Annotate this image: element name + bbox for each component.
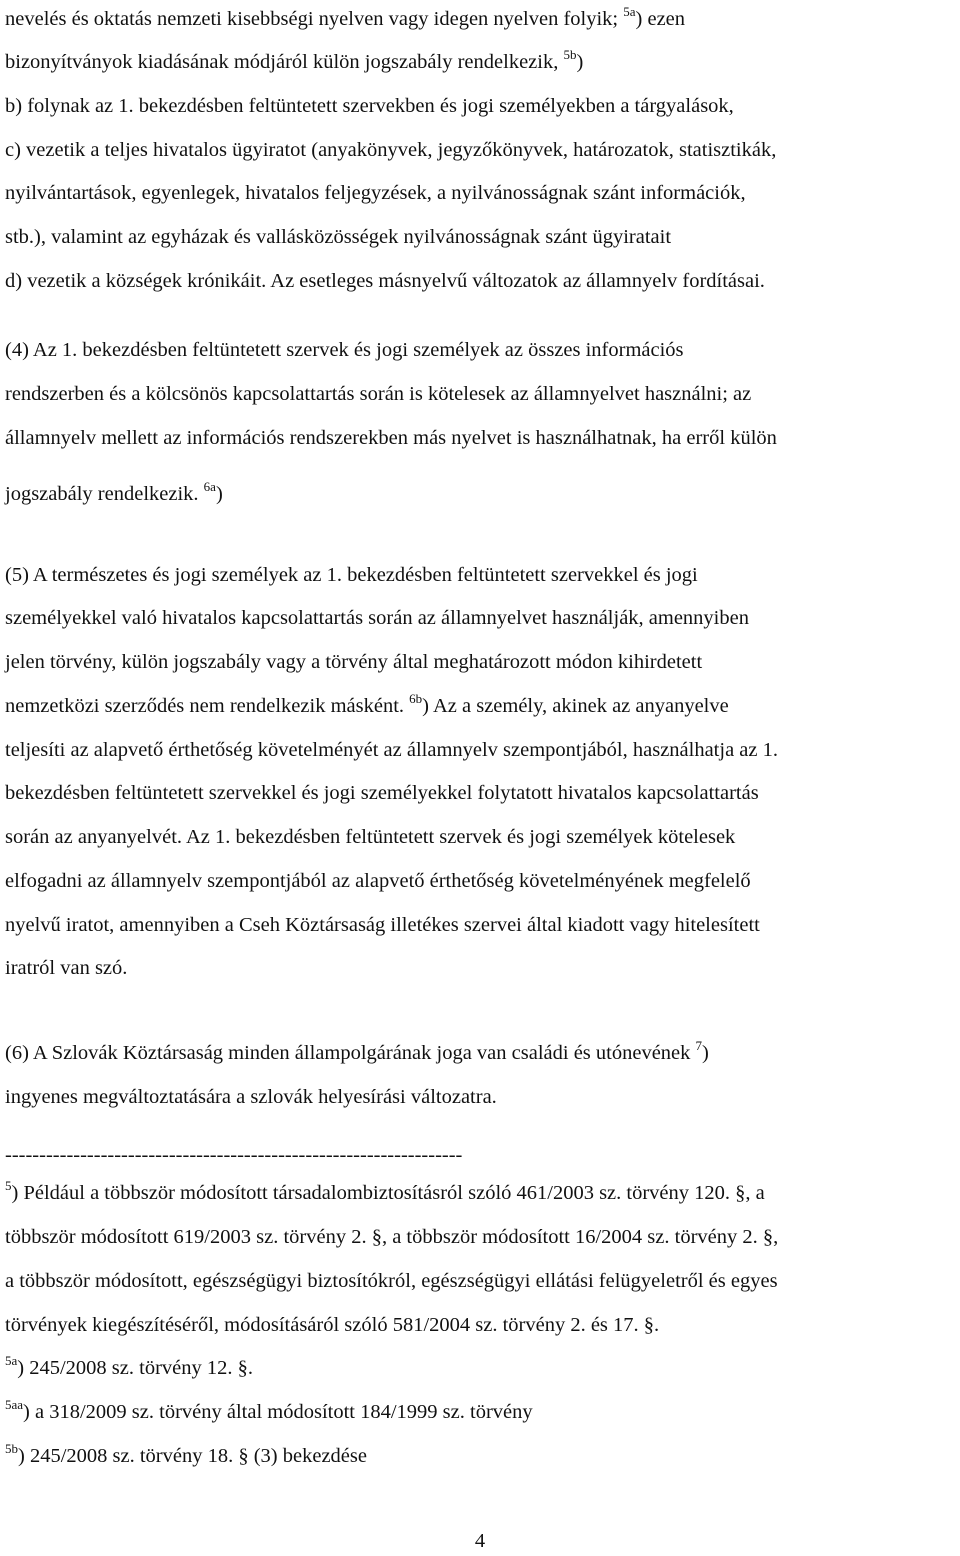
text-segment: elfogadni az államnyelv szempontjából az alapvető érthetőség követelményének megfelelő (5, 870, 751, 892)
text-line (5, 481, 223, 509)
text-segment: jogszabály rendelkezik. (5, 483, 204, 505)
text-segment: (6) A Szlovák Köztársaság minden állampolgárának joga van családi és utónevének (5, 1042, 696, 1064)
text-segment: . (654, 1314, 660, 1336)
text-segment: többször módosított 619/2003 sz. törvény 2. (5, 1226, 372, 1248)
footnote-marker: 6b (409, 691, 423, 706)
text-line (5, 780, 759, 806)
footnote-marker: 5b (563, 47, 577, 62)
text-segment: a többször módosított, egészségügyi biztosítókról, egészségügyi ellátási felügyeletről és egyes (5, 1270, 778, 1292)
text-segment: nyelvű iratot, amennyiben a Cseh Köztársaság illetékes szervei által kiadott vagy hitelesített (5, 914, 760, 936)
footnote-marker: 5b (5, 1441, 18, 1456)
text-line (5, 1312, 659, 1338)
footnote-marker: 5 (5, 1178, 12, 1193)
text-segment: ) Az a személy, akinek az anyanyelve (422, 695, 729, 717)
text-line (5, 224, 671, 250)
section-sign-icon: § (371, 1226, 382, 1248)
text-segment: ingyenes megváltoztatására a szlovák helyesírási változatra. (5, 1086, 497, 1108)
text-line (5, 337, 684, 363)
text-segment: , a többször módosított 16/2004 sz. törvény 2. (381, 1226, 763, 1248)
text-segment: d) vezetik a községek krónikáit. Az esetleges másnyelvű változatok az államnyelv fordításai. (5, 270, 765, 292)
text-segment: ) 245/2008 sz. törvény 12. (17, 1357, 238, 1379)
text-line (5, 737, 778, 763)
text-line (5, 1399, 533, 1427)
text-segment: bizonyítványok kiadásának módjáról külön jogszabály rendelkezik, (5, 51, 564, 73)
page-number: 4 (474, 1530, 486, 1552)
text-segment: . (247, 1357, 254, 1379)
footnote-marker: 5a (623, 4, 636, 19)
text-line (5, 693, 729, 721)
text-line (5, 868, 751, 894)
text-line (5, 1040, 709, 1068)
text-segment: b) folynak az 1. bekezdésben feltüntetett szervekben és jogi személyekben a tárgyalások, (5, 95, 734, 117)
text-line (5, 1180, 765, 1208)
text-segment: (4) Az 1. bekezdésben feltüntetett szervek és jogi személyek az összes információs (5, 339, 684, 361)
text-segment: államnyelv mellett az információs rendszerekben más nyelvet is használhatnak, ha erről külön (5, 427, 777, 449)
text-segment: teljesíti az alapvető érthetőség követelményét az államnyelv szempontjából, használhatja az 1. (5, 739, 778, 761)
text-line (5, 1443, 367, 1471)
footnote-marker: 5aa (5, 1397, 24, 1412)
text-segment: személyekkel való hivatalos kapcsolattartás során az államnyelvet használják, amennyiben (5, 607, 749, 629)
text-segment: rendszerben és a kölcsönös kapcsolattartás során is kötelesek az államnyelvet használni; az (5, 383, 752, 405)
section-sign-icon: § (643, 1314, 655, 1336)
text-segment: , (773, 1226, 779, 1248)
text-line (5, 1355, 253, 1383)
text-segment: során az anyanyelvét. Az 1. bekezdésben feltüntetett szervek és jogi személyek kötelesek (5, 826, 736, 848)
text-segment: ) (576, 51, 584, 73)
text-segment: ) ezen (635, 8, 686, 30)
text-segment: ------------------------------------------------------------------- (5, 1144, 463, 1166)
text-line (5, 1084, 497, 1110)
footnote-marker: 5a (5, 1353, 18, 1368)
text-line (5, 49, 583, 77)
text-segment: ) Például a többször módosított társadalombiztosításról szóló 461/2003 sz. törvény 120. (11, 1182, 736, 1204)
text-line (5, 912, 760, 938)
text-segment: iratról van szó. (5, 957, 128, 979)
section-sign-icon: § (735, 1182, 746, 1204)
text-line (5, 93, 734, 119)
text-line (5, 649, 702, 675)
text-line (5, 425, 777, 451)
text-line (5, 1142, 462, 1168)
text-segment: törvények kiegészítéséről, módosításáról szóló 581/2004 sz. törvény 2. és 17. (5, 1314, 644, 1336)
text-segment: (3) bekezdése (248, 1445, 367, 1467)
text-segment: stb.), valamint az egyházak és vallásközösségek nyilvánosságnak szánt ügyiratait (5, 226, 672, 248)
section-sign-icon: § (237, 1357, 248, 1379)
text-segment: nyilvántartások, egyenlegek, hivatalos feljegyzések, a nyilvánosságnak szánt információk, (5, 182, 746, 204)
text-line (5, 562, 698, 588)
text-segment: ) (702, 1042, 709, 1064)
text-segment: (5) A természetes és jogi személyek az 1. bekezdésben feltüntetett szervekkel és jogi (5, 564, 698, 586)
text-line (5, 268, 765, 294)
text-segment: ) (215, 483, 223, 505)
text-line (5, 137, 776, 163)
text-line (5, 180, 746, 206)
text-segment: nemzetközi szerződés nem rendelkezik másként. (5, 695, 410, 717)
text-line (5, 1224, 778, 1250)
text-line (5, 6, 685, 34)
text-segment: bekezdésben feltüntetett szervekkel és jogi személyekkel folytatott hivatalos kapcsolattartás (5, 782, 759, 804)
text-segment: jelen törvény, külön jogszabály vagy a törvény által meghatározott módon kihirdetett (5, 651, 703, 673)
text-line (5, 605, 749, 631)
section-sign-icon: § (762, 1226, 774, 1248)
footnote-marker: 6a (203, 479, 216, 494)
text-segment: ) 245/2008 sz. törvény 18. (18, 1445, 239, 1467)
text-segment: c) vezetik a teljes hivatalos ügyiratot (anyakönyvek, jegyzőkönyvek, határozatok, statisztikák, (5, 139, 777, 161)
section-sign-icon: § (238, 1445, 249, 1467)
text-line (5, 824, 735, 850)
footnote-marker: 7 (695, 1038, 703, 1053)
text-segment: , a (745, 1182, 765, 1204)
text-segment: nevelés és oktatás nemzeti kisebbségi nyelven vagy idegen nyelven folyik; (5, 8, 624, 30)
text-line (5, 1268, 778, 1294)
text-line (5, 955, 127, 981)
text-line (5, 381, 751, 407)
text-segment: ) a 318/2009 sz. törvény által módosított 184/1999 sz. törvény (23, 1401, 533, 1423)
